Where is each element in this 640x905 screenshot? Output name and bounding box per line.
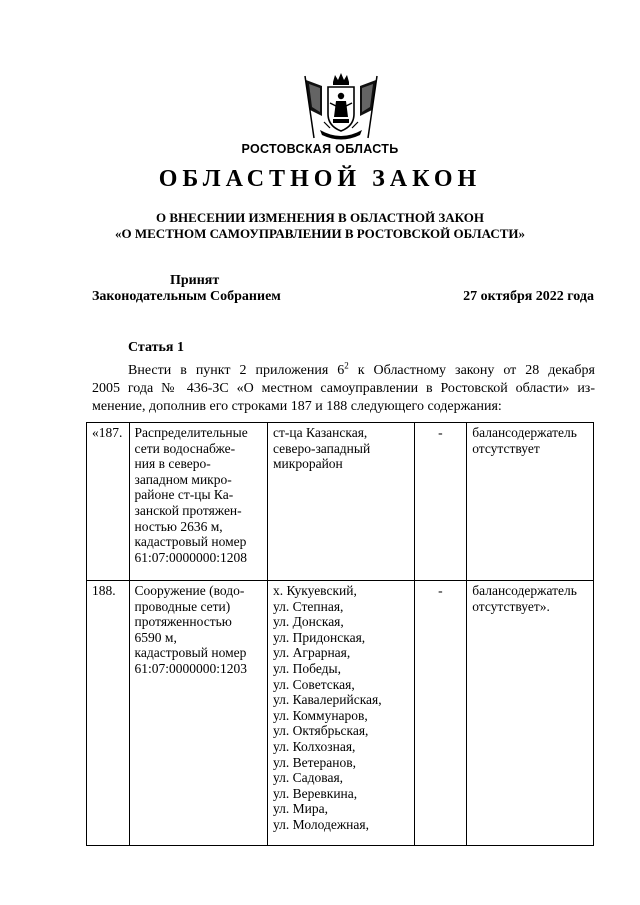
cell-line: проводные сети) (134, 598, 231, 614)
cell-line: районе ст-цы Ка- (134, 487, 234, 503)
balance-holder (467, 423, 594, 581)
cell-line: ул. Степная, (273, 598, 344, 614)
cell-line: Сооружение (водо- (134, 583, 245, 598)
cell-line: 61:07:0000000:1208 (134, 549, 248, 565)
object-description (129, 423, 267, 581)
article-paragraph (92, 362, 595, 416)
adopted-label: Принят (170, 273, 220, 288)
cell-line: ул. Советская, (273, 676, 355, 692)
cell-line: кадастровый номер (134, 534, 247, 550)
cell-line: 6590 м, (134, 629, 177, 645)
cell-line: кадастровый номер (134, 645, 247, 661)
cell-line: Распределительные (134, 425, 248, 440)
amendment-table (86, 422, 594, 846)
paragraph-line-1 (92, 362, 595, 380)
cell-line: ул. Молодежная, (273, 816, 369, 832)
region-name: РОСТОВСКАЯ ОБЛАСТЬ (241, 142, 399, 156)
cell-line: ул. Придонская, (273, 629, 366, 645)
cell-line: ул. Коммунаров, (273, 707, 368, 723)
cell-line: сети водоснабже- (134, 440, 236, 456)
coat-of-arms-icon (300, 72, 382, 142)
paragraph-superscript: 2 (344, 360, 349, 371)
cell-line: балансодержатель (472, 425, 577, 440)
paragraph-line-3: менение, дополнив его строками 187 и 188 следующего содержания: (92, 399, 502, 414)
adoption-date: 27 октября 2022 года (463, 289, 594, 304)
cell-line: отсутствует». (472, 598, 550, 614)
row-number: «187. (87, 423, 130, 581)
law-title: ОБЛАСТНОЙ ЗАКОН (158, 166, 482, 192)
cell-line: 61:07:0000000:1203 (134, 660, 248, 676)
cell-line: ул. Аграрная, (273, 645, 351, 661)
cell-line: балансодержатель (472, 583, 577, 598)
cell-line: протяженностью (134, 614, 232, 630)
object-description (129, 581, 267, 846)
cell-line: ул. Октябрьская, (273, 723, 369, 739)
object-location (268, 423, 415, 581)
article-heading: Статья 1 (128, 340, 184, 355)
cell-line: северо-западный (273, 440, 371, 456)
object-location (268, 581, 415, 846)
cell-line: ния в северо- (134, 456, 211, 472)
cell-line: ул. Колхозная, (273, 738, 356, 754)
table-row (87, 581, 594, 846)
cell-line: микрорайон (273, 456, 343, 472)
law-subtitle (60, 210, 580, 242)
cell-line: ул. Веревкина, (273, 785, 358, 801)
cell-line: ул. Донская, (273, 614, 344, 630)
table-row (87, 423, 594, 581)
cell-line: ностью 2636 м, (134, 518, 223, 534)
cell-line: отсутствует (472, 440, 540, 456)
cell-line: ул. Кавалерийская, (273, 692, 382, 708)
cell-line: западном микро- (134, 471, 232, 487)
adopted-by: Законодательным Собранием (92, 289, 281, 304)
cell-line: ул. Ветеранов, (273, 754, 357, 770)
row-number: 188. (87, 581, 130, 846)
cell-line: ст-ца Казанская, (273, 425, 368, 440)
paragraph-line-1a: Внести в пункт 2 приложения 6 (128, 363, 345, 378)
cell-line: ул. Садовая, (273, 770, 344, 786)
cell-line: х. Кукуевский, (273, 583, 357, 598)
subtitle-line-1: О ВНЕСЕНИИ ИЗМЕНЕНИЯ В ОБЛАСТНОЙ ЗАКОН (156, 210, 484, 225)
empty-cell-dash: - (414, 581, 467, 846)
paragraph-line-2: 2005 года № 436-ЗС «О местном самоуправлении в Ростовской области» из- (92, 381, 595, 396)
cell-line: ул. Победы, (273, 660, 341, 676)
paragraph-line-1b: к Областному закону от 28 декабря (348, 363, 595, 378)
cell-line: ул. Мира, (273, 801, 329, 817)
balance-holder (467, 581, 594, 846)
subtitle-line-2: «О МЕСТНОМ САМОУПРАВЛЕНИИ В РОСТОВСКОЙ ОБЛАСТИ» (115, 226, 525, 241)
empty-cell-dash: - (414, 423, 467, 581)
cell-line: занской протяжен- (134, 502, 242, 518)
